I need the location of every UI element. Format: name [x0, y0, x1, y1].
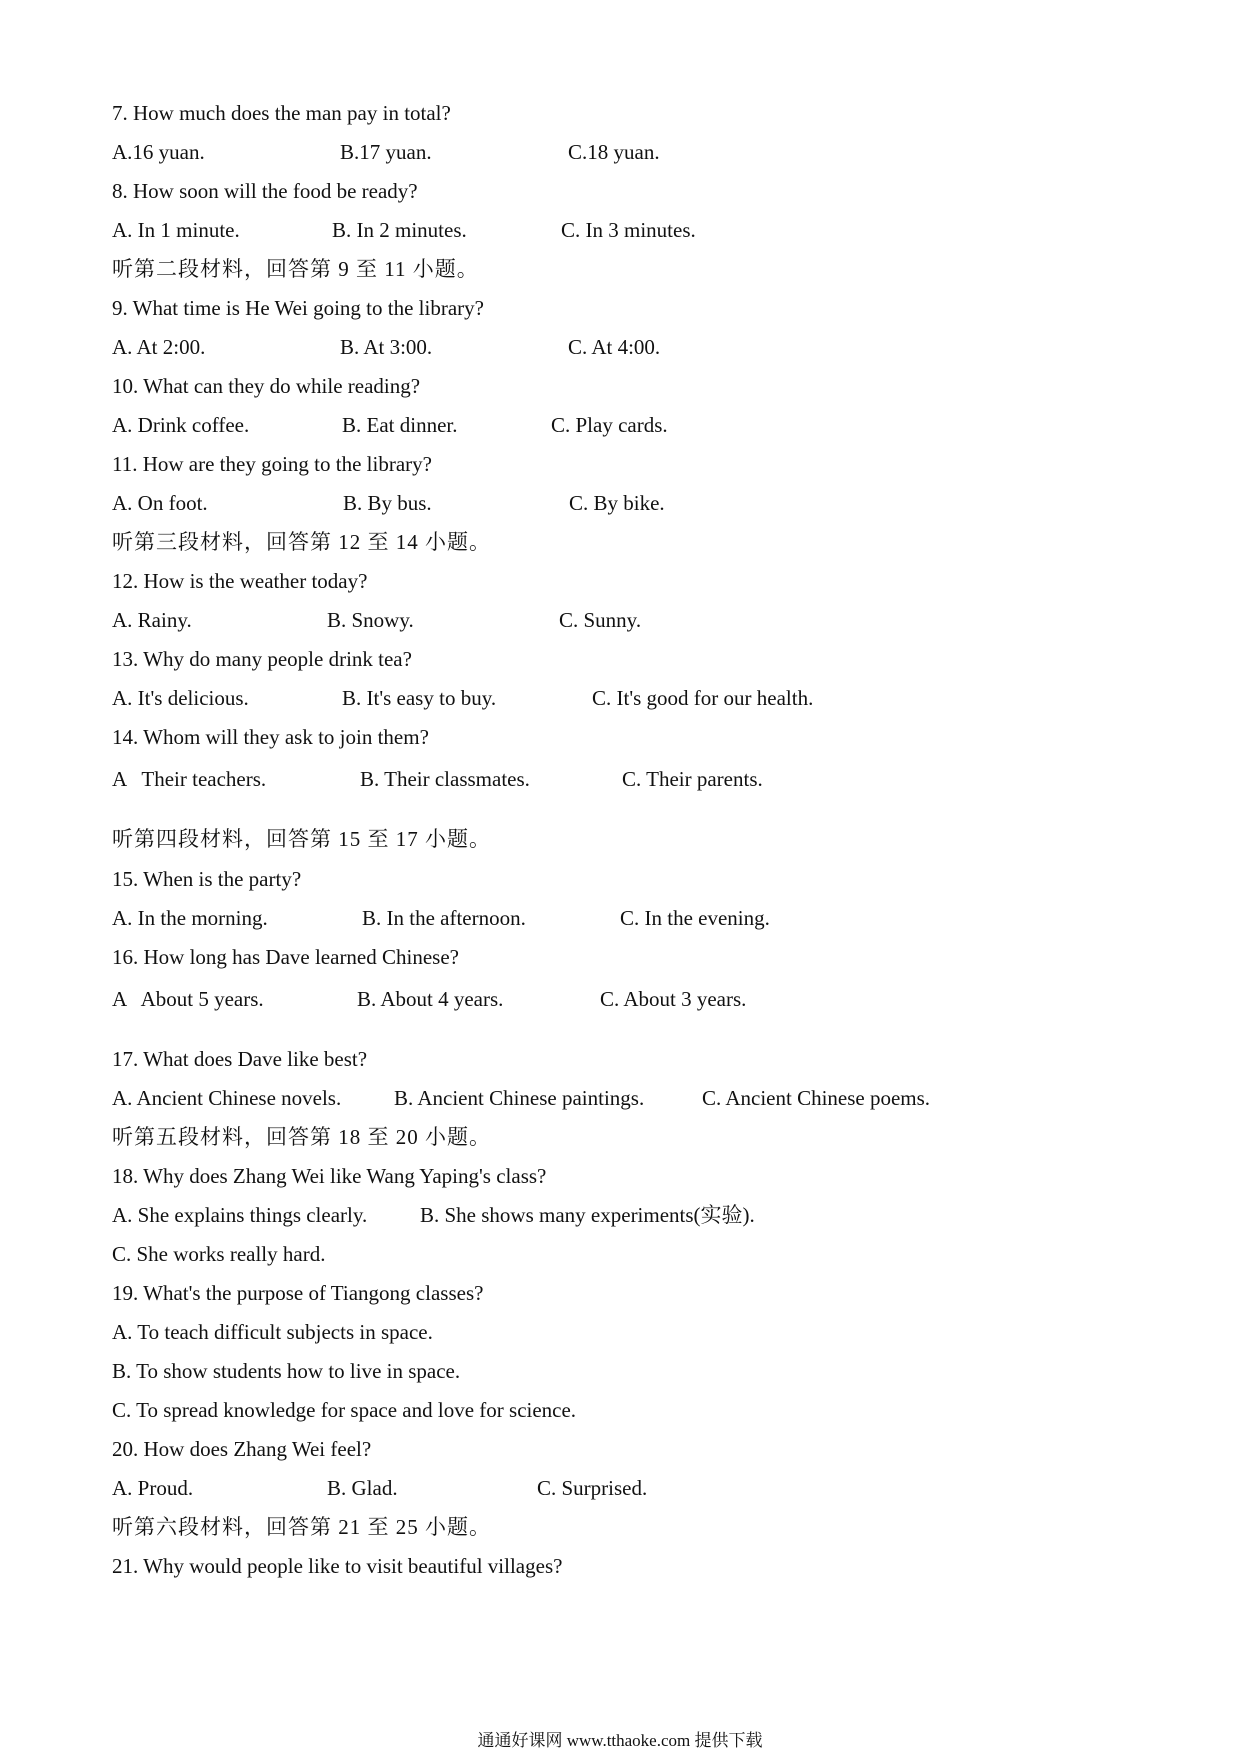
option-a: A. At 2:00. [112, 335, 206, 359]
option-b: B. To show students how to live in space. [112, 1359, 461, 1383]
question-15: 15. When is the party? [112, 867, 302, 891]
question-10: 10. What can they do while reading? [112, 374, 421, 398]
section-heading: 听第四段材料，回答第 15 至 17 小题。 [112, 827, 491, 851]
option-a: A Their teachers. [112, 767, 267, 791]
question-16: 16. How long has Dave learned Chinese? [112, 945, 459, 969]
option-c: C. About 3 years. [600, 987, 747, 1011]
option-a: A. It's delicious. [112, 686, 249, 710]
option-c: C. Play cards. [551, 413, 668, 437]
option-c: C. At 4:00. [568, 335, 661, 359]
option-b: B. Snowy. [327, 608, 414, 632]
question-7: 7. How much does the man pay in total? [112, 101, 451, 125]
option-a: A. Rainy. [112, 608, 192, 632]
option-b: B. Eat dinner. [342, 413, 458, 437]
option-c: C.18 yuan. [568, 140, 660, 164]
question-9: 9. What time is He Wei going to the library? [112, 296, 484, 320]
option-a: A. In 1 minute. [112, 218, 240, 242]
option-a: A. On foot. [112, 491, 208, 515]
question-19: 19. What's the purpose of Tiangong classes? [112, 1281, 484, 1305]
section-heading: 听第二段材料，回答第 9 至 11 小题。 [112, 257, 479, 281]
option-b: B. She shows many experiments(实验). [420, 1203, 755, 1227]
section-heading: 听第三段材料，回答第 12 至 14 小题。 [112, 530, 491, 554]
option-b: B. It's easy to buy. [342, 686, 497, 710]
option-a: A. In the morning. [112, 906, 268, 930]
question-18: 18. Why does Zhang Wei like Wang Yaping's class? [112, 1164, 547, 1188]
question-20: 20. How does Zhang Wei feel? [112, 1437, 372, 1461]
option-c: C. By bike. [569, 491, 665, 515]
option-c: C. It's good for our health. [592, 686, 814, 710]
option-b: B. About 4 years. [357, 987, 504, 1011]
question-21: 21. Why would people like to visit beautiful villages? [112, 1554, 563, 1578]
option-c: C. In the evening. [620, 906, 770, 930]
section-heading: 听第五段材料，回答第 18 至 20 小题。 [112, 1125, 491, 1149]
option-c: C. To spread knowledge for space and love for science. [112, 1398, 577, 1422]
option-a: A.16 yuan. [112, 140, 205, 164]
option-c: C. Their parents. [622, 767, 763, 791]
option-c: C. In 3 minutes. [561, 218, 696, 242]
option-b: B. Ancient Chinese paintings. [394, 1086, 645, 1110]
question-11: 11. How are they going to the library? [112, 452, 432, 476]
option-a: A. Drink coffee. [112, 413, 250, 437]
option-c: C. She works really hard. [112, 1242, 326, 1266]
option-b: B. Glad. [327, 1476, 398, 1500]
option-b: B. By bus. [343, 491, 432, 515]
page-footer: 通通好课网 www.tthaoke.com 提供下载 [477, 1731, 763, 1750]
option-a: A. Proud. [112, 1476, 194, 1500]
question-17: 17. What does Dave like best? [112, 1047, 368, 1071]
question-12: 12. How is the weather today? [112, 569, 368, 593]
option-c: C. Sunny. [559, 608, 642, 632]
section-heading: 听第六段材料，回答第 21 至 25 小题。 [112, 1515, 491, 1539]
option-c: C. Ancient Chinese poems. [702, 1086, 931, 1110]
option-b: B. At 3:00. [340, 335, 433, 359]
option-b: B. Their classmates. [360, 767, 530, 791]
option-a: A. Ancient Chinese novels. [112, 1086, 342, 1110]
option-a: A. To teach difficult subjects in space. [112, 1320, 433, 1344]
option-b: B.17 yuan. [340, 140, 432, 164]
option-b: B. In 2 minutes. [332, 218, 467, 242]
option-a: A. She explains things clearly. [112, 1203, 368, 1227]
question-13: 13. Why do many people drink tea? [112, 647, 412, 671]
option-b: B. In the afternoon. [362, 906, 526, 930]
question-14: 14. Whom will they ask to join them? [112, 725, 429, 749]
question-8: 8. How soon will the food be ready? [112, 179, 418, 203]
option-a: A About 5 years. [112, 987, 264, 1011]
option-c: C. Surprised. [537, 1476, 648, 1500]
